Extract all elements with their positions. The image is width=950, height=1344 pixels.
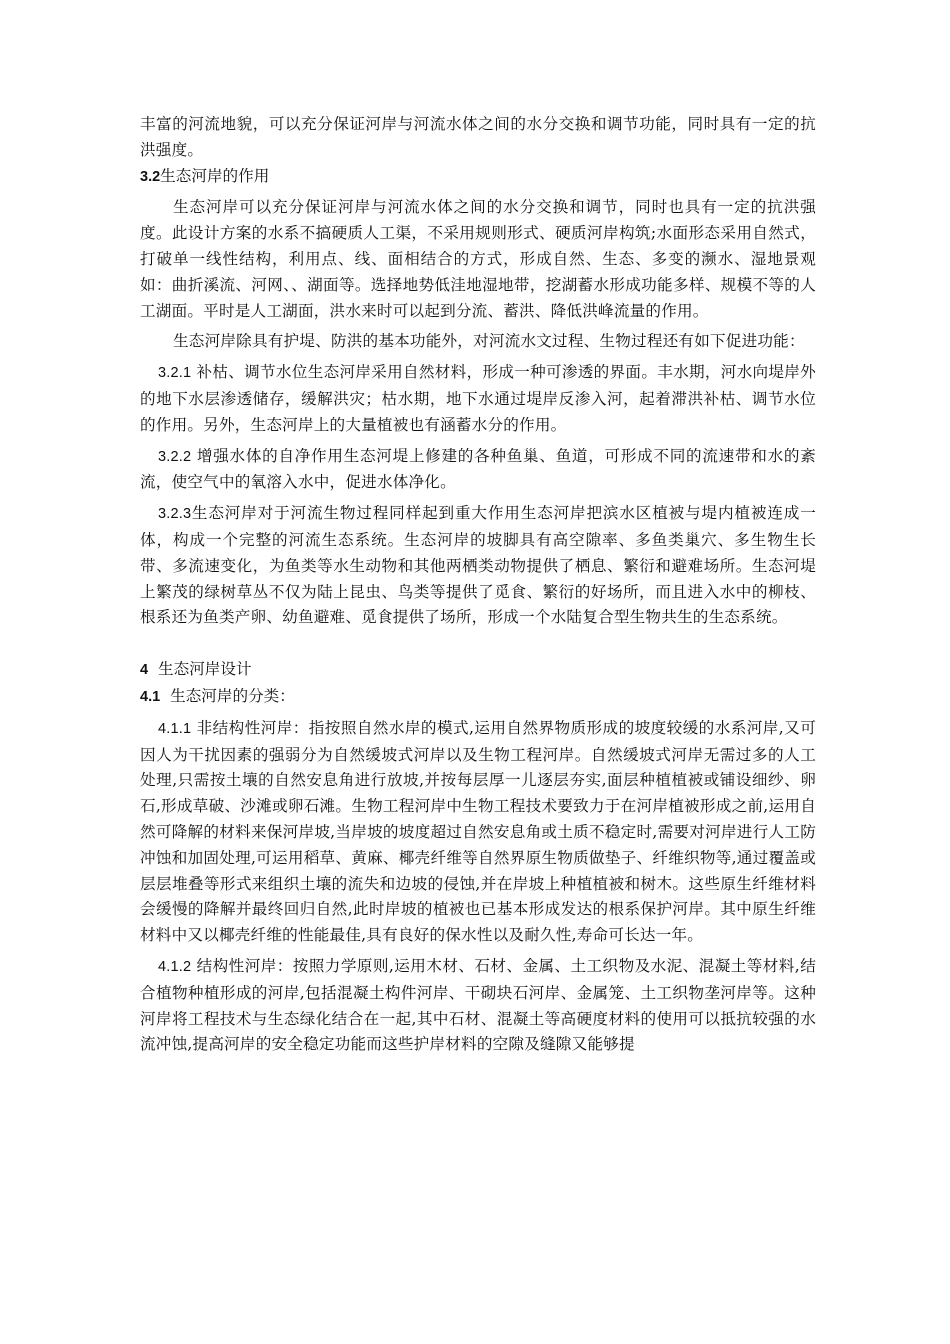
item-3-2-2 <box>140 444 816 497</box>
section-4-heading <box>140 657 816 684</box>
item-3-2-3 <box>140 501 816 631</box>
section-4-1-heading <box>140 684 816 711</box>
section-number: 3.2 <box>140 168 161 185</box>
item-number: 4.1.1 <box>158 720 192 737</box>
item-text: 补枯、调节水位生态河岸采用自然材料，形成一种可渗透的界面。丰水期，河水向堤岸外的地下水层渗透储存，缓解洪灾；枯水期，地下水通过堤岸反渗入河，起着滞洪补枯、调节水位的作用。另外，生态河岸上的大量植被也有涵蓄水分的作用。 <box>140 363 816 434</box>
item-number: 4.1.2 <box>158 958 192 975</box>
item-number: 3.2.1 <box>158 365 192 382</box>
item-number: 3.2.2 <box>158 448 192 465</box>
document-body <box>140 112 816 1058</box>
section-3-2-heading <box>140 164 816 191</box>
item-text: 非结构性河岸：指按照自然水岸的模式,运用自然界物质形成的坡度较缓的水系河岸,又可因人为干扰因素的强弱分为自然缓坡式河岸以及生物工程河岸。自然缓坡式河岸无需过多的人工处理,只需按土壤的自然安息角进行放坡,并按每层厚一儿逐层夯实,面层种植植被或铺设细纱、卵石,形成草破、沙滩或卵石滩。生物工程河岸中生物工程技术要致力于在河岸植被形成之前,运用自然可降解的材料来保河岸坡,当岸坡的坡度超过自然安息角或土质不稳定时,需要对河岸进行人工防冲蚀和加固处理,可运用稻草、黄麻、椰壳纤维等自然界原生物质做垫子、纤维织物等,通过覆盖或层层堆叠等形式来组织土壤的流失和边坡的侵蚀,并在岸坡上种植植被和树木。这些原生纤维材料会缓慢的降解并最终回归自然,此时岸坡的植被也已基本形成发达的根系保护河岸。其中原生纤维材料中又以椰壳纤维的性能最佳,具有良好的保水性以及耐久性,寿命可长达一年。 <box>140 718 816 945</box>
item-4-1-1 <box>140 716 816 949</box>
intro-paragraph: 丰富的河流地貌，可以充分保证河岸与河流水体之间的水分交换和调节功能，同时具有一定的抗洪强度。 <box>140 115 816 159</box>
section-3-2-paragraph-1: 生态河岸可以充分保证河岸与河流水体之间的水分交换和调节，同时也具有一定的抗洪强度。此设计方案的水系不搞硬质人工渠，不采用规则形式、硬质河岸构筑;水面形态采用自然式，打破单一线性结构，利用点、线、面相结合的方式，形成自然、生态、多变的濒水、湿地景观如：曲折溪流、河网、、湖面等。选择地势低洼地湿地带，挖湖蓄水形成功能多样、规模不等的人工湖面。平时是人工湖面，洪水来时可以起到分流、蓄洪、降低洪峰流量的作用。 <box>140 198 816 320</box>
section-3-2-paragraph-2: 生态河岸除具有护堤、防洪的基本功能外，对河流水文过程、生物过程还有如下促进功能： <box>173 332 805 351</box>
item-text: 增强水体的自净作用生态河堤上修建的各种鱼巢、鱼道，可形成不同的流速带和水的紊流，使空气中的氧溶入水中，促进水体净化。 <box>140 446 816 492</box>
section-number: 4 <box>140 662 149 679</box>
item-text: 生态河岸对于河流生物过程同样起到重大作用生态河岸把滨水区植被与堤内植被连成一体，构成一个完整的河流生态系统。生态河岸的坡脚具有高空隙率、多鱼类巢穴、多生物生长带、多流速变化，为鱼类等水生动物和其他两栖类动物提供了栖息、繁衍和避难场所。生态河堤上繁茂的绿树草丛不仅为陆上昆虫、鸟类等提供了觅食、繁衍的好场所，而且进入水中的柳枝、根系还为鱼类产卵、幼鱼避难、觅食提供了场所，形成一个水陆复合型生物共生的生态系统。 <box>140 504 816 627</box>
section-title: 生态河岸的分类： <box>170 686 295 705</box>
item-number: 3.2.3 <box>158 506 192 523</box>
item-4-1-2 <box>140 954 816 1058</box>
section-title: 生态河岸的作用 <box>160 166 270 185</box>
item-3-2-1 <box>140 360 816 438</box>
section-number: 4.1 <box>140 688 161 705</box>
item-text: 结构性河岸：按照力学原则,运用木材、石材、金属、土工织物及水泥、混凝土等材料,结合植物种植形成的河岸,包括混凝土构件河岸、干砌块石河岸、金属笼、土工织物垄河岸等。这种河岸将工程技术与生态绿化结合在一起,其中石材、混凝土等高硬度材料的使用可以抵抗较强的水流冲蚀,提高河岸的安全稳定功能而这些护岸材料的空隙及缝隙又能够提 <box>140 956 816 1054</box>
section-title: 生态河岸设计 <box>158 660 252 679</box>
